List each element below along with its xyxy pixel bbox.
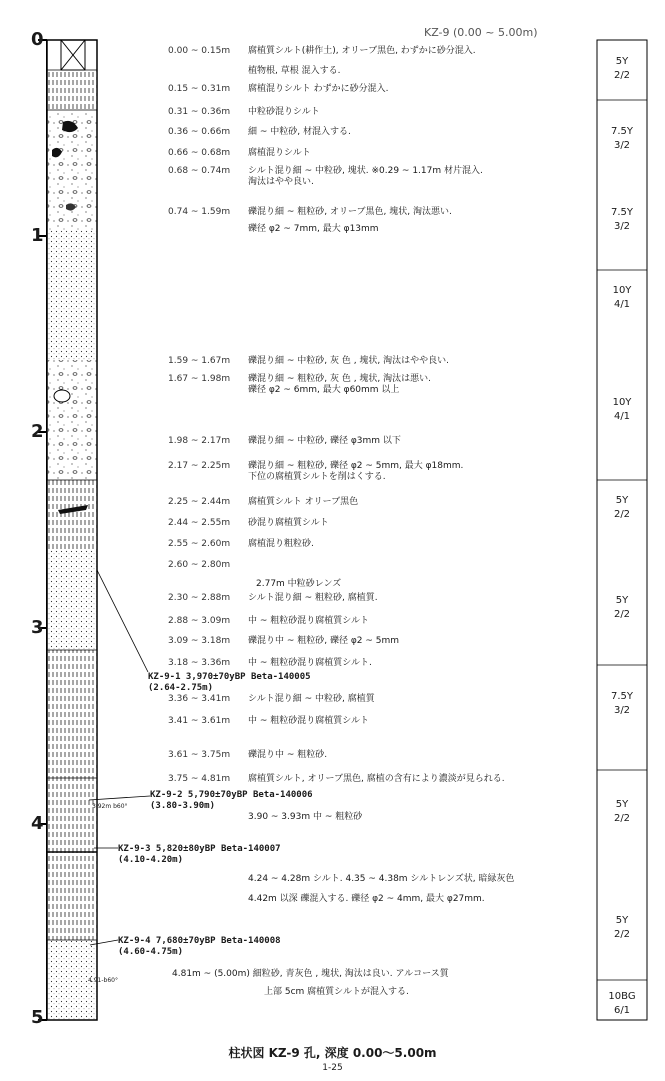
layer-depth: 3.18 ~ 3.36m <box>168 658 231 668</box>
layer-text: 中 ~ 粗粒砂混り腐植質シルト. <box>248 658 372 668</box>
color-code: 10Y 4/1 <box>612 285 632 310</box>
layer-description <box>168 497 358 508</box>
sample-label: KZ-9-3 5,820±80yBP Beta-140007 (4.10-4.20m) <box>118 844 281 865</box>
layer-text: 礫混り細 ~ 粗粒砂, 礫径 φ2 ~ 5mm, 最大 φ18mm. <box>248 461 464 471</box>
layer-text-cont: 植物根, 草根 混入する. <box>248 66 341 76</box>
depth-tick-1: 1 <box>31 225 44 246</box>
layer-text: 腐植質シルト オリーブ黒色 <box>248 497 359 507</box>
color-code: 5Y 2/2 <box>613 56 631 81</box>
layer-text-cont: 上部 5cm 腐植質シルトが混入する. <box>264 987 409 997</box>
layer-depth: 0.68 ~ 0.74m <box>168 166 231 176</box>
layer-description <box>168 46 476 77</box>
color-code: 5Y 2/2 <box>613 915 631 940</box>
sample-label: KZ-9-1 3,970±70yBP Beta-140005 (2.64-2.75m) <box>148 672 311 693</box>
layer-text: シルト混り細 ~ 粗粒砂, 腐植質. <box>248 593 378 603</box>
layer-description <box>168 518 329 529</box>
sample-label: KZ-9-2 5,790±70yBP Beta-140006 (3.80-3.90m) <box>150 790 313 811</box>
layer-note: 3.90 ~ 3.93m 中 ~ 粗粒砂 <box>248 812 363 822</box>
page-number: 1-25 <box>322 1063 343 1073</box>
layer-depth: 0.00 ~ 0.15m <box>168 46 231 56</box>
layer-text-cont: 礫径 φ2 ~ 7mm, 最大 φ13mm <box>248 224 379 234</box>
layer-text: 礫混り細 ~ 中粒砂, 礫径 φ3mm 以下 <box>248 436 401 446</box>
layer-description <box>168 436 401 447</box>
depth-tick-4: 4 <box>31 813 44 834</box>
layer-depth: 2.55 ~ 2.60m <box>168 539 231 549</box>
layer-depth: 1.59 ~ 1.67m <box>168 356 231 366</box>
depth-tick-5: 5 <box>31 1007 44 1028</box>
layer-text: 中 ~ 粗粒砂混り腐植質シルト <box>248 716 370 726</box>
layer-text-cont: 淘汰はやや良い. <box>248 177 314 187</box>
layer-description <box>168 148 311 159</box>
layer-description <box>168 166 483 188</box>
layer-description <box>168 461 463 483</box>
color-code: 7.5Y 3/2 <box>610 691 633 716</box>
layer-description <box>168 374 431 396</box>
layer-depth: 1.98 ~ 2.17m <box>168 436 231 446</box>
layer-text-cont: 礫径 φ2 ~ 6mm, 最大 φ60mm 以上 <box>248 385 400 395</box>
color-code: 5Y 2/2 <box>613 799 631 824</box>
layer-description <box>168 716 369 727</box>
layer-depth: 3.41 ~ 3.61m <box>168 716 231 726</box>
layer-text: 中粒砂混りシルト <box>248 107 320 117</box>
layer-description <box>168 356 449 367</box>
depth-tick-3: 3 <box>31 617 44 638</box>
layer-text: 腐植混りシルト <box>248 148 311 158</box>
layer-depth: 3.61 ~ 3.75m <box>168 750 231 760</box>
color-code: 10Y 4/1 <box>612 397 632 422</box>
sample-label: KZ-9-4 7,680±70yBP Beta-140008 (4.60-4.75m) <box>118 936 281 957</box>
layer-description <box>168 774 505 785</box>
layer-description <box>168 207 452 235</box>
layer-text: 細 ~ 中粒砂, 材混入する. <box>248 127 351 137</box>
layer-text: 4.81m ~ (5.00m) 細粒砂, 青灰色 , 塊状, 淘汰は良い. アルコース質 <box>172 969 449 979</box>
layer-depth: 0.31 ~ 0.36m <box>168 107 231 117</box>
layer-depth: 3.09 ~ 3.18m <box>168 636 231 646</box>
layer-description <box>168 616 369 627</box>
layer-text: 礫混り細 ~ 中粒砂, 灰 色 , 塊状, 淘汰はやや良い. <box>248 356 450 366</box>
layer-note: 4.42m 以深 礫混入する. 礫径 φ2 ~ 4mm, 最大 φ27mm. <box>248 894 485 904</box>
layer-depth: 2.25 ~ 2.44m <box>168 497 231 507</box>
dip-note: 3.92m b60° <box>92 803 128 810</box>
color-code: 7.5Y 3/2 <box>610 207 633 232</box>
layer-depth: 2.88 ~ 3.09m <box>168 616 231 626</box>
layer-depth: 0.74 ~ 1.59m <box>168 207 231 217</box>
layer-text: 腐植混りシルト わずかに砂分混入. <box>248 84 389 94</box>
layer-description <box>172 969 449 998</box>
layer-depth: 2.44 ~ 2.55m <box>168 518 231 528</box>
layer-text: 砂混り腐植質シルト <box>248 518 329 528</box>
layer-description <box>168 750 327 761</box>
layer-text: 礫混り中 ~ 粗粒砂. <box>248 750 328 760</box>
layer-description <box>168 107 320 118</box>
layer-text-cont: 下位の腐植質シルトを削はくする. <box>248 472 386 482</box>
depth-tick-2: 2 <box>31 421 44 442</box>
layer-depth: 3.75 ~ 4.81m <box>168 774 231 784</box>
layer-description <box>168 593 378 604</box>
layer-depth: 1.67 ~ 1.98m <box>168 374 231 384</box>
color-code: 5Y 2/2 <box>613 495 631 520</box>
layer-depth: 0.36 ~ 0.66m <box>168 127 231 137</box>
layer-note: 2.77m 中粒砂レンズ <box>256 579 342 589</box>
color-code: 10BG 6/1 <box>608 991 636 1016</box>
color-code: 5Y 2/2 <box>613 595 631 620</box>
layer-description <box>168 127 351 138</box>
layer-description <box>168 84 389 95</box>
layer-depth: 3.36 ~ 3.41m <box>168 694 231 704</box>
layer-text: 腐植質シルト(耕作土), オリーブ黒色, わずかに砂分混入. <box>248 46 476 56</box>
layer-text: 礫混り細 ~ 粗粒砂, オリーブ黒色, 塊状, 淘汰悪い. <box>248 207 452 217</box>
layer-depth: 2.17 ~ 2.25m <box>168 461 231 471</box>
layer-text: シルト混り細 ~ 中粒砂, 塊状. ※0.29 ~ 1.17m 材片混入. <box>248 166 483 176</box>
layer-depth: 2.30 ~ 2.88m <box>168 593 231 603</box>
dip-note: 4.91-b60° <box>88 977 118 984</box>
color-code: 7.5Y 3/2 <box>610 126 633 151</box>
layer-note: 4.24 ~ 4.28m シルト. 4.35 ~ 4.38m シルトレンズ状, 暗緑灰色 <box>248 874 515 884</box>
layer-text: 腐植混り粗粒砂. <box>248 539 314 549</box>
layer-text: 礫混り中 ~ 粗粒砂, 礫径 φ2 ~ 5mm <box>248 636 400 646</box>
layer-description <box>168 636 399 647</box>
layer-text: 中 ~ 粗粒砂混り腐植質シルト <box>248 616 370 626</box>
depth-tick-0: 0 <box>31 29 44 50</box>
borehole-range-label: KZ-9 (0.00 ~ 5.00m) <box>424 26 538 39</box>
layer-text: 腐植質シルト, オリーブ黒色, 腐植の含有により濃淡が見られる. <box>248 774 505 784</box>
layer-description <box>168 694 375 705</box>
layer-text: シルト混り細 ~ 中粒砂, 腐植質 <box>248 694 375 704</box>
layer-description <box>168 539 314 550</box>
layer-text: 礫混り細 ~ 粗粒砂, 灰 色 , 塊状, 淘汰は悪い. <box>248 374 432 384</box>
layer-depth: 0.15 ~ 0.31m <box>168 84 231 94</box>
layer-description <box>168 560 248 571</box>
layer-depth: 2.60 ~ 2.80m <box>168 560 231 570</box>
layer-depth: 0.66 ~ 0.68m <box>168 148 231 158</box>
layer-description <box>168 658 372 669</box>
figure-caption: 柱状図 KZ-9 孔, 深度 0.00～5.00m <box>228 1046 437 1060</box>
